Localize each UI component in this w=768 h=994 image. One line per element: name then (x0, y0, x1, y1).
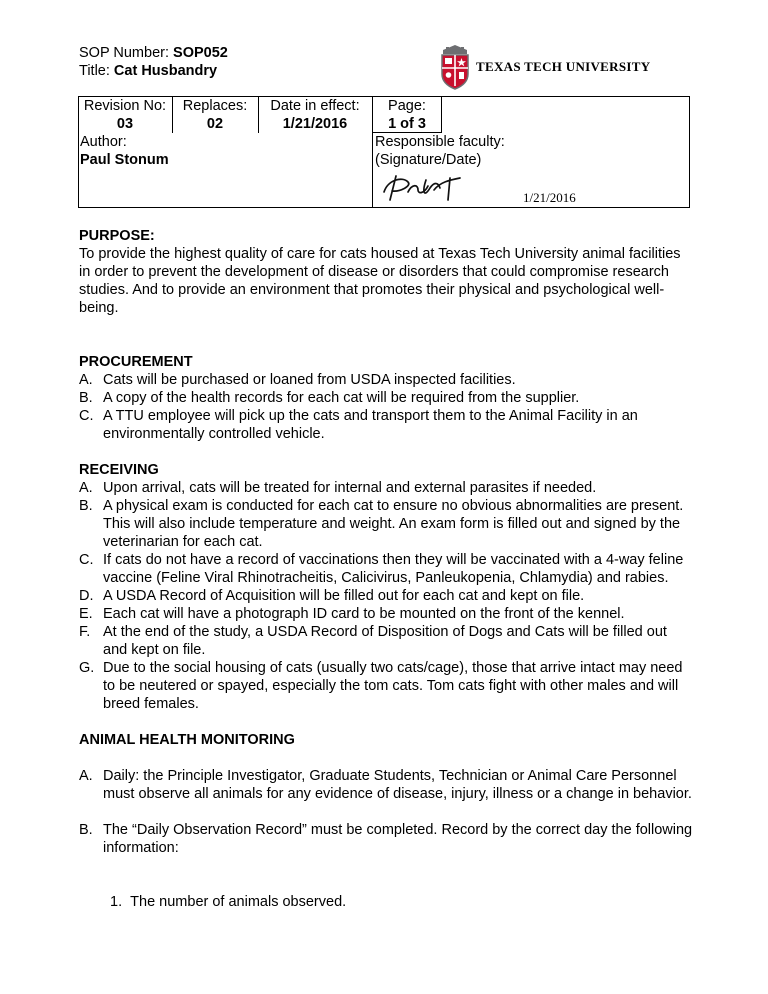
sop-number-line (79, 44, 228, 62)
list-item (79, 497, 694, 551)
list-item-text: If cats do not have a record of vaccinations then they will be vaccinated with a 4-way feline vaccine (Feline Viral Rhinotracheitis, Calicivirus, Panleukopenia, Chlamydia) and rabies. (103, 552, 684, 586)
faculty-label: Responsible faculty: (375, 134, 505, 150)
page-value: 1 of 3 (388, 116, 426, 132)
title-line (79, 62, 228, 80)
list-item (79, 587, 694, 605)
replaces-label: Replaces: (182, 98, 248, 114)
list-marker: 1. (110, 894, 123, 910)
signature-mark (378, 170, 478, 206)
list-item (79, 605, 694, 623)
list-item (79, 371, 694, 389)
list-item (79, 821, 694, 857)
revision-label: Revision No: (83, 98, 167, 114)
signature-label: (Signature/Date) (375, 152, 482, 168)
list-item-text: The number of animals observed. (130, 894, 347, 910)
author-cell (80, 133, 169, 169)
university-name: TEXAS TECH UNIVERSITY (476, 59, 651, 74)
monitoring-list (79, 767, 694, 857)
list-item-text: A physical exam is conducted for each cat to ensure no obvious abnormalities are present. This will also include temperature and weight. An exam form is filled out and signed by the veterinarian for each cat. (103, 498, 684, 550)
revision-value: 03 (116, 116, 134, 132)
page-label: Page: (388, 98, 426, 114)
list-marker: B. (79, 498, 93, 514)
signature-date: 1/21/2016 (523, 190, 576, 205)
list-marker: C. (79, 408, 94, 424)
list-item-text: A USDA Record of Acquisition will be filled out for each cat and kept on file. (103, 588, 585, 604)
list-item-text: Upon arrival, cats will be treated for internal and external parasites if needed. (103, 480, 597, 496)
list-item (79, 407, 694, 443)
list-item (79, 659, 694, 713)
purpose-text: To provide the highest quality of care for cats housed at Texas Tech University animal facilities in order to prevent the development of disease or disorders that could compromise research studies. And to provide an environment that promotes their physical and psychological well-being. (79, 246, 681, 316)
author-value: Paul Stonum (80, 152, 169, 168)
date-label: Date in effect: (270, 98, 360, 114)
replaces-value: 02 (206, 116, 224, 132)
replaces-cell (172, 97, 258, 133)
list-item-text: Each cat will have a photograph ID card to be mounted on the front of the kennel. (103, 606, 625, 622)
list-marker: A. (79, 768, 93, 784)
list-marker: A. (79, 480, 93, 496)
faculty-cell (375, 133, 505, 169)
receiving-heading: RECEIVING (79, 462, 159, 478)
list-item (79, 389, 694, 407)
list-marker: B. (79, 390, 93, 406)
list-marker: D. (79, 588, 94, 604)
list-marker: B. (79, 822, 93, 838)
list-item-text: Due to the social housing of cats (usually two cats/cage), those that arrive intact may need to be neutered or spayed, especially the tom cats. Tom cats fight with other males and will breed females. (103, 660, 683, 712)
revision-cell (78, 97, 172, 133)
document-title: Cat Husbandry (113, 63, 218, 79)
list-marker: A. (79, 372, 93, 388)
procurement-list (79, 371, 694, 443)
list-item-text: Daily: the Principle Investigator, Graduate Students, Technician or Animal Care Personnel must observe all animals for any evidence of disease, injury, illness or a change in behavior. (103, 768, 692, 802)
list-item (79, 623, 694, 659)
list-item (79, 767, 694, 803)
sub-list-item (110, 893, 346, 911)
date-cell (258, 97, 372, 133)
list-marker: F. (79, 624, 91, 640)
sop-header (79, 44, 228, 80)
list-marker: E. (79, 606, 93, 622)
list-item-text: Cats will be purchased or loaned from USDA inspected facilities. (103, 372, 516, 388)
sop-number: SOP052 (173, 45, 228, 61)
list-item-text: A TTU employee will pick up the cats and transport them to the Animal Facility in an environmentally controlled vehicle. (103, 408, 638, 442)
procurement-heading: PROCUREMENT (79, 354, 193, 370)
university-logo (440, 44, 651, 92)
page-cell (372, 97, 442, 133)
sop-number-label: SOP Number: (79, 45, 174, 61)
author-label: Author: (80, 134, 127, 150)
title-label: Title: (79, 63, 114, 79)
receiving-list (79, 479, 694, 713)
sop-info-table (78, 96, 690, 208)
list-marker: C. (79, 552, 94, 568)
list-item-text: A copy of the health records for each cat will be required from the supplier. (103, 390, 580, 406)
purpose-heading: PURPOSE: (79, 228, 155, 244)
date-value: 1/21/2016 (282, 116, 348, 132)
list-item (79, 551, 694, 587)
university-shield-icon (440, 44, 470, 90)
list-marker: G. (79, 660, 95, 676)
list-item-text: At the end of the study, a USDA Record of Disposition of Dogs and Cats will be filled out and kept on file. (103, 624, 667, 658)
list-item (79, 479, 694, 497)
list-item-text: The “Daily Observation Record” must be completed. Record by the correct day the following information: (103, 822, 693, 856)
monitoring-heading: ANIMAL HEALTH MONITORING (79, 732, 295, 748)
